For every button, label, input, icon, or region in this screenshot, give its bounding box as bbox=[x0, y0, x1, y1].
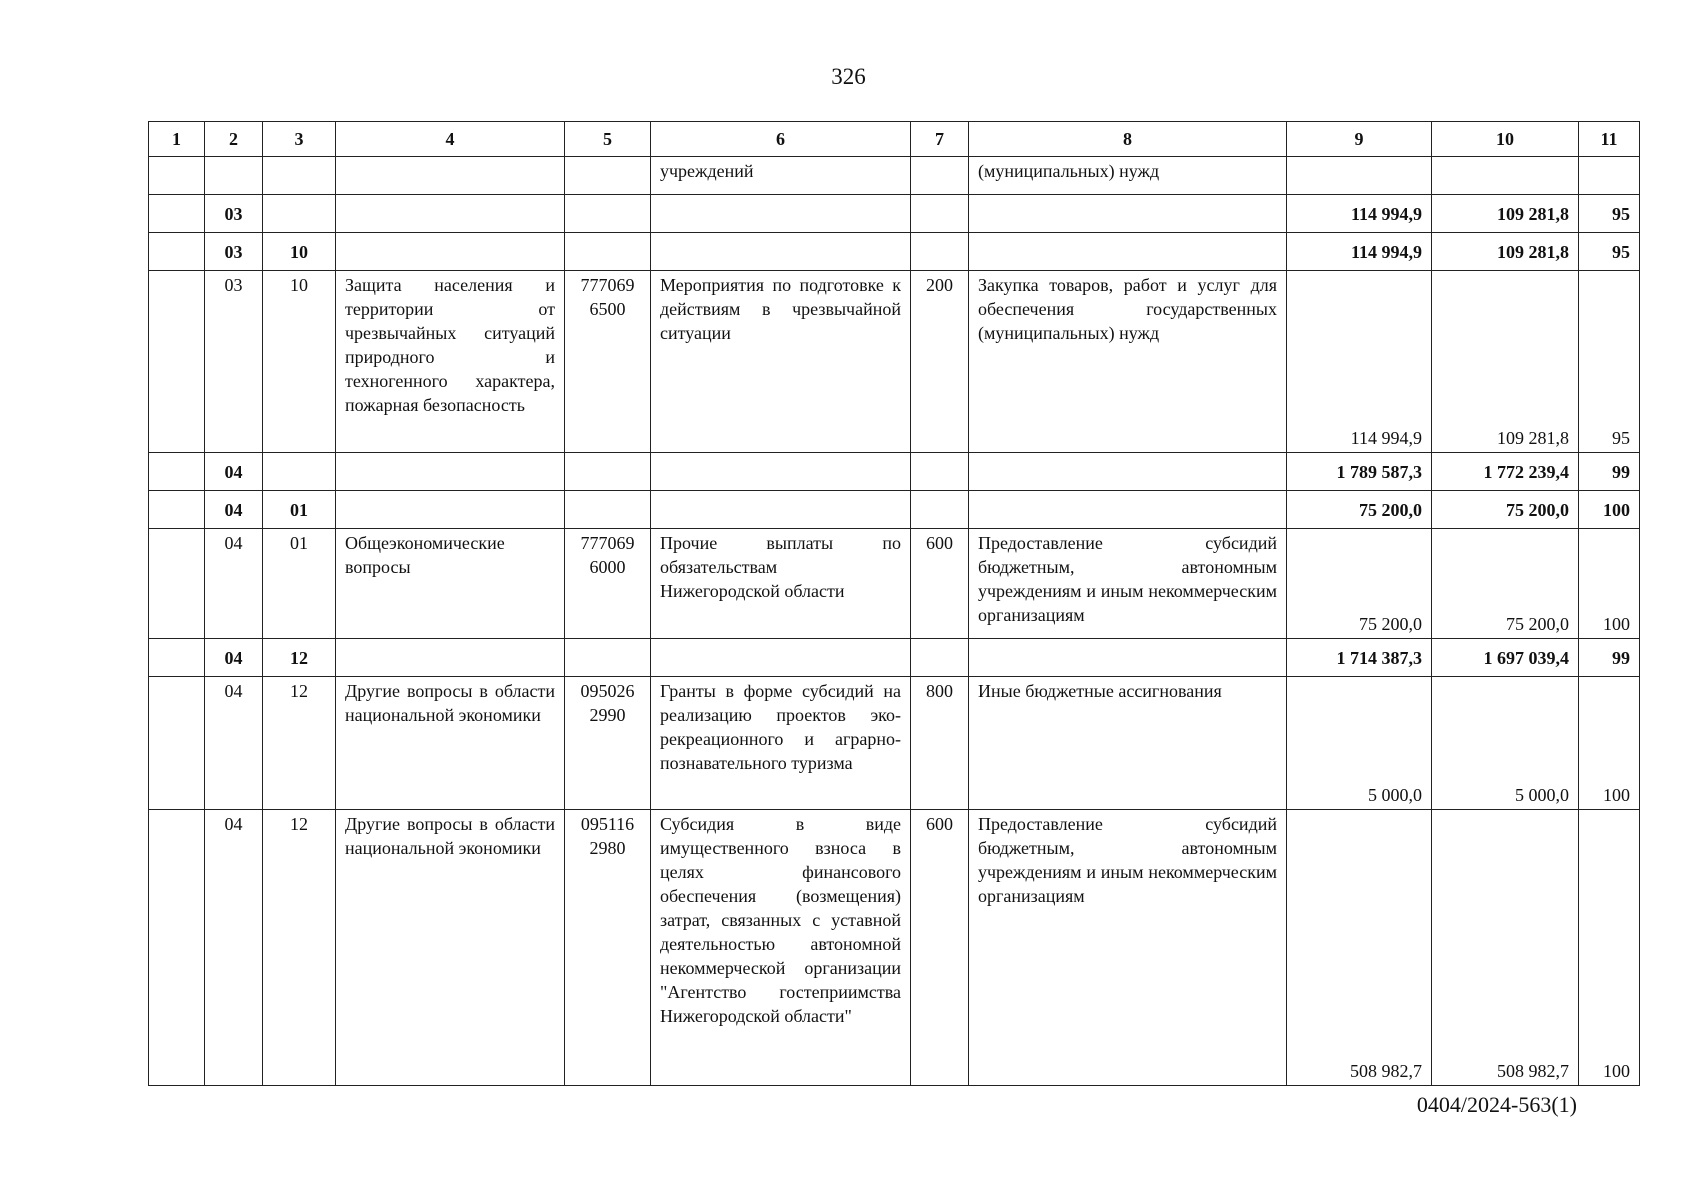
header-cell: 3 bbox=[263, 122, 336, 157]
table-row bbox=[149, 529, 1640, 639]
executed-amount: 75 200,0 bbox=[1432, 529, 1579, 639]
executed-amount: 109 281,8 bbox=[1432, 195, 1579, 233]
execution-percent: 99 bbox=[1579, 639, 1640, 677]
section-code: 04 bbox=[205, 677, 263, 810]
planned-amount: 5 000,0 bbox=[1287, 677, 1432, 810]
expense-description: Субсидия в виде имущественного взноса в целях финансового обеспечения (возмещения) затрат, связанных с уставной деятельностью автономной некоммерческой организации "Агентство гостеприимства Нижегородской области" bbox=[651, 810, 911, 1086]
header-cell: 6 bbox=[651, 122, 911, 157]
expense-type-code: 600 bbox=[911, 810, 969, 1086]
section-name: Защита населения и территории от чрезвычайных ситуаций природного и техногенного характера, пожарная безопасность bbox=[336, 271, 565, 453]
executed-amount: 1 772 239,4 bbox=[1432, 453, 1579, 491]
executed-amount: 109 281,8 bbox=[1432, 271, 1579, 453]
target-article-code: 095116 2980 bbox=[565, 810, 651, 1086]
header-cell: 4 bbox=[336, 122, 565, 157]
budget-table bbox=[148, 121, 1640, 1086]
planned-amount: 114 994,9 bbox=[1287, 195, 1432, 233]
execution-percent: 100 bbox=[1579, 810, 1640, 1086]
header-cell: 8 bbox=[969, 122, 1287, 157]
section-code: 04 bbox=[205, 453, 263, 491]
header-cell: 2 bbox=[205, 122, 263, 157]
planned-amount: 508 982,7 bbox=[1287, 810, 1432, 1086]
subsection-code bbox=[263, 195, 336, 233]
table-row bbox=[149, 453, 1640, 491]
header-cell: 9 bbox=[1287, 122, 1432, 157]
subsection-code: 10 bbox=[263, 233, 336, 271]
expense-description: Мероприятия по подготовке к действиям в чрезвычайной ситуации bbox=[651, 271, 911, 453]
expense-type-description: Предоставление субсидий бюджетным, автономным учреждениям и иным некоммерческим организациям bbox=[969, 810, 1287, 1086]
expense-type-description: (муниципальных) нужд bbox=[969, 157, 1287, 195]
executed-amount: 109 281,8 bbox=[1432, 233, 1579, 271]
expense-type-code: 600 bbox=[911, 529, 969, 639]
section-name: Другие вопросы в области национальной экономики bbox=[336, 810, 565, 1086]
executed-amount: 508 982,7 bbox=[1432, 810, 1579, 1086]
table-row bbox=[149, 195, 1640, 233]
header-cell: 5 bbox=[565, 122, 651, 157]
execution-percent: 100 bbox=[1579, 491, 1640, 529]
table-row bbox=[149, 271, 1640, 453]
expense-type-description: Иные бюджетные ассигнования bbox=[969, 677, 1287, 810]
section-code: 03 bbox=[205, 271, 263, 453]
planned-amount: 114 994,9 bbox=[1287, 233, 1432, 271]
execution-percent: 95 bbox=[1579, 271, 1640, 453]
planned-amount: 114 994,9 bbox=[1287, 271, 1432, 453]
expense-description: учреждений bbox=[651, 157, 911, 195]
expense-type-description: Закупка товаров, работ и услуг для обеспечения государственных (муниципальных) нужд bbox=[969, 271, 1287, 453]
subsection-code: 10 bbox=[263, 271, 336, 453]
section-code: 04 bbox=[205, 639, 263, 677]
executed-amount: 5 000,0 bbox=[1432, 677, 1579, 810]
executed-amount: 75 200,0 bbox=[1432, 491, 1579, 529]
table-row bbox=[149, 157, 1640, 195]
table-row bbox=[149, 810, 1640, 1086]
planned-amount: 1 789 587,3 bbox=[1287, 453, 1432, 491]
table-header-row bbox=[149, 122, 1640, 157]
table-row bbox=[149, 677, 1640, 810]
target-article-code: 095026 2990 bbox=[565, 677, 651, 810]
subsection-code bbox=[263, 453, 336, 491]
expense-type-description: Предоставление субсидий бюджетным, автономным учреждениям и иным некоммерческим организациям bbox=[969, 529, 1287, 639]
table-row bbox=[149, 639, 1640, 677]
document-code: 0404/2024-563(1) bbox=[1416, 1092, 1577, 1117]
subsection-code: 12 bbox=[263, 639, 336, 677]
header-cell: 1 bbox=[149, 122, 205, 157]
table-row bbox=[149, 491, 1640, 529]
expense-type-code: 200 bbox=[911, 271, 969, 453]
expense-type-code: 800 bbox=[911, 677, 969, 810]
section-code: 04 bbox=[205, 810, 263, 1086]
table-row bbox=[149, 233, 1640, 271]
planned-amount: 75 200,0 bbox=[1287, 529, 1432, 639]
subsection-code: 01 bbox=[263, 491, 336, 529]
execution-percent: 95 bbox=[1579, 195, 1640, 233]
expense-description: Прочие выплаты по обязательствам Нижегородской области bbox=[651, 529, 911, 639]
subsection-code: 12 bbox=[263, 677, 336, 810]
target-article-code: 777069 6500 bbox=[565, 271, 651, 453]
planned-amount: 1 714 387,3 bbox=[1287, 639, 1432, 677]
header-cell: 10 bbox=[1432, 122, 1579, 157]
page-number: 326 bbox=[831, 64, 866, 89]
section-name: Другие вопросы в области национальной экономики bbox=[336, 677, 565, 810]
subsection-code: 12 bbox=[263, 810, 336, 1086]
section-code: 03 bbox=[205, 233, 263, 271]
planned-amount: 75 200,0 bbox=[1287, 491, 1432, 529]
header-cell: 11 bbox=[1579, 122, 1640, 157]
section-name: Общеэкономические вопросы bbox=[336, 529, 565, 639]
execution-percent: 100 bbox=[1579, 677, 1640, 810]
expense-description: Гранты в форме субсидий на реализацию проектов эко-рекреационного и аграрно-познавательного туризма bbox=[651, 677, 911, 810]
header-cell: 7 bbox=[911, 122, 969, 157]
section-code: 04 bbox=[205, 491, 263, 529]
target-article-code: 777069 6000 bbox=[565, 529, 651, 639]
execution-percent: 99 bbox=[1579, 453, 1640, 491]
subsection-code: 01 bbox=[263, 529, 336, 639]
execution-percent: 95 bbox=[1579, 233, 1640, 271]
section-code: 04 bbox=[205, 529, 263, 639]
section-code: 03 bbox=[205, 195, 263, 233]
execution-percent: 100 bbox=[1579, 529, 1640, 639]
executed-amount: 1 697 039,4 bbox=[1432, 639, 1579, 677]
